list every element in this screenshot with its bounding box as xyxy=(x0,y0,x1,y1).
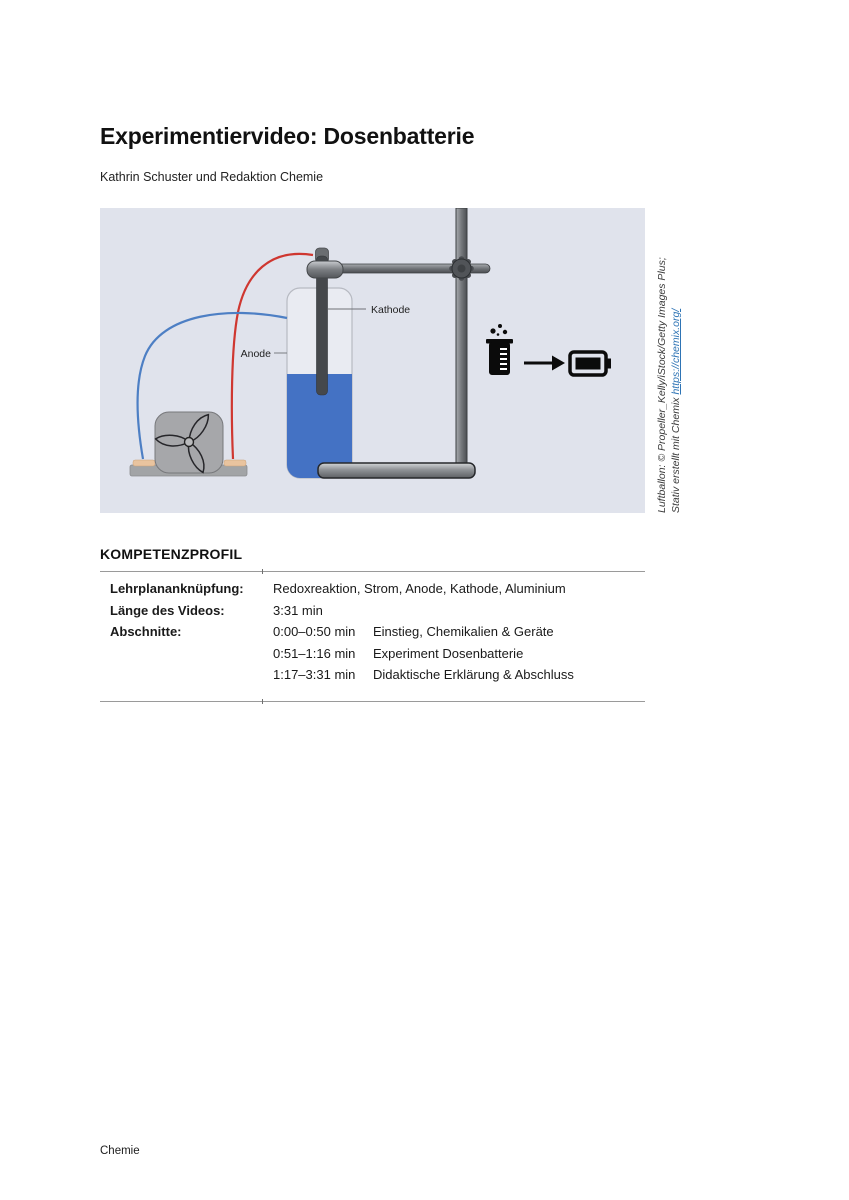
row-value-laenge: 3:31 min xyxy=(273,602,323,618)
row-label-abschnitte: Abschnitte: xyxy=(110,624,182,639)
battery-icon xyxy=(570,352,611,375)
experiment-figure xyxy=(100,208,645,513)
table-row xyxy=(0,646,849,666)
table-bottom-rule xyxy=(100,701,645,702)
abschnitt-desc: Einstieg, Chemikalien & Geräte xyxy=(373,624,554,639)
table-row xyxy=(0,667,849,687)
abschnitt-time: 0:00–0:50 min xyxy=(273,624,356,639)
fan-terminal-right xyxy=(224,460,246,466)
table-bottom-rule-tick xyxy=(262,699,263,704)
author-line: Kathrin Schuster und Redaktion Chemie xyxy=(100,170,324,184)
table-top-rule xyxy=(100,571,645,572)
table-row xyxy=(0,624,849,644)
abschnitt-time: 1:17–3:31 min xyxy=(273,667,356,682)
clamp-knob xyxy=(449,256,474,281)
row-label-lehrplan: Lehrplananknüpfung: xyxy=(110,581,244,596)
row-label-laenge: Länge des Videos: xyxy=(110,602,225,618)
abschnitt-time: 0:51–1:16 min xyxy=(273,645,356,661)
kathode-label: Kathode xyxy=(371,304,411,316)
footer-label: Chemie xyxy=(100,1145,140,1157)
stand-base xyxy=(318,463,475,478)
credit-line-2-text: Stativ erstellt mit Chemix xyxy=(669,394,682,513)
clamp-boss xyxy=(307,261,343,278)
arrow-right-icon xyxy=(524,356,565,371)
credit-line-1: Luftballon: © Propeller_Kelly/iStock/Getty Images Plus; xyxy=(656,257,668,513)
table-row xyxy=(0,581,849,601)
page-title: Experimentiervideo: Dosenbatterie xyxy=(100,123,475,149)
image-credit xyxy=(656,208,683,513)
stand-pole xyxy=(456,208,467,470)
fan-terminal-left xyxy=(133,460,155,466)
table-row xyxy=(0,603,849,623)
anode-label: Anode xyxy=(240,348,271,360)
row-value-lehrplan: Redoxreaktion, Strom, Anode, Kathode, Aluminium xyxy=(273,581,566,596)
credit-line-2 xyxy=(670,208,684,513)
kompetenzprofil-heading: KOMPETENZPROFIL xyxy=(100,546,243,562)
chemix-link[interactable]: https://chemix.org/ xyxy=(669,308,682,395)
abschnitt-desc: Experiment Dosenbatterie xyxy=(373,645,524,661)
abschnitt-desc: Didaktische Erklärung & Abschluss xyxy=(373,667,574,682)
table-top-rule-tick xyxy=(262,569,263,574)
beaker-icon xyxy=(486,324,513,375)
experiment-diagram xyxy=(100,208,645,513)
